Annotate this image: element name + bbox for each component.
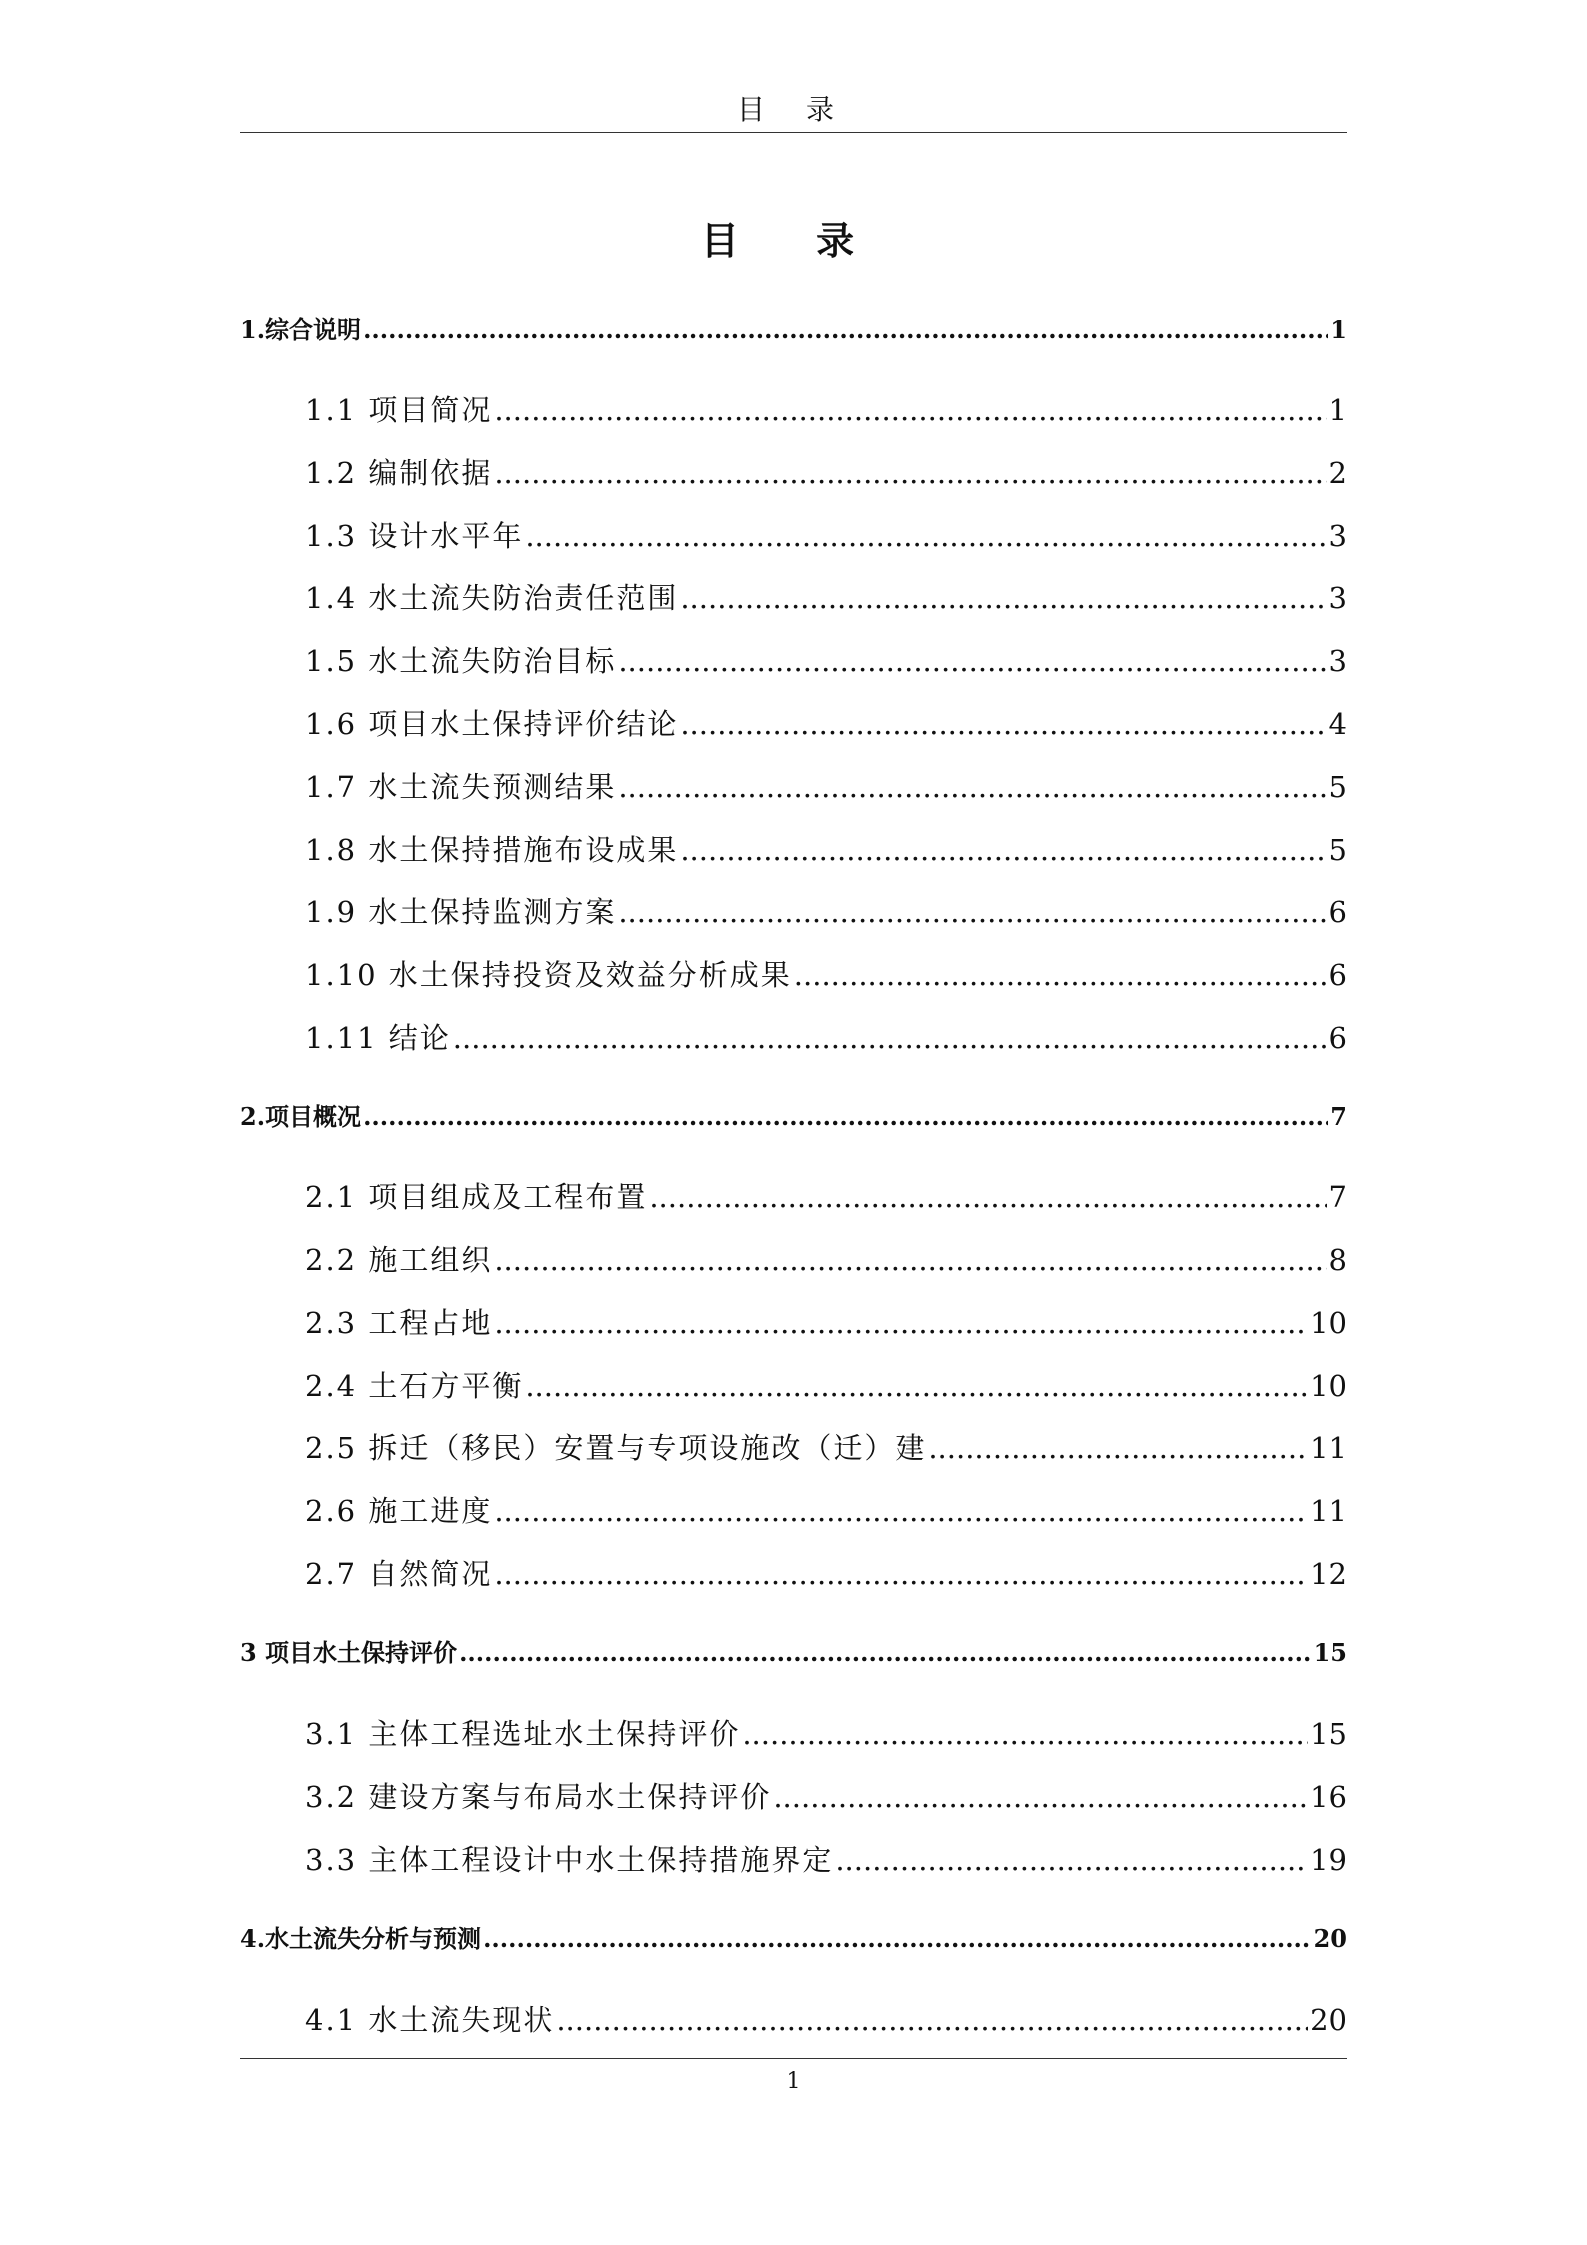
toc-entry-title: 3.1 主体工程选址水土保持评价 xyxy=(305,1717,741,1751)
toc-page-number: 7 xyxy=(1330,1102,1347,1131)
toc-entry-title: 2.5 拆迁（移民）安置与专项设施改（迁）建 xyxy=(305,1431,927,1465)
toc-section-entry[interactable] xyxy=(240,1998,1347,2039)
toc-page-number: 3 xyxy=(1328,644,1347,678)
toc-section-entry[interactable] xyxy=(240,388,1347,429)
toc-entry-title: 1.3 设计水平年 xyxy=(305,519,524,553)
toc-page-number: 2 xyxy=(1328,456,1347,490)
toc-page-number: 1 xyxy=(1330,315,1347,344)
toc-entry-title: 1.7 水土流失预测结果 xyxy=(305,770,617,804)
toc-entry-title: 3.3 主体工程设计中水土保持措施界定 xyxy=(305,1843,834,1877)
toc-entry-title: 1.8 水土保持措施布设成果 xyxy=(305,833,679,867)
toc-entry-title: 1.4 水土流失防治责任范围 xyxy=(305,581,679,615)
toc-page-number: 20 xyxy=(1313,1924,1347,1953)
toc-entry-title: 2.6 施工进度 xyxy=(305,1494,493,1528)
toc-entry-title: 3 项目水土保持评价 xyxy=(240,1638,458,1667)
toc-entry-title: 2.4 土石方平衡 xyxy=(305,1369,524,1403)
toc-dot-leader xyxy=(459,1638,1312,1667)
toc-section-entry[interactable] xyxy=(240,514,1347,555)
toc-section-entry[interactable] xyxy=(240,1552,1347,1593)
toc-dot-leader xyxy=(483,1924,1312,1953)
toc-section-entry[interactable] xyxy=(240,1301,1347,1342)
toc-dot-leader xyxy=(680,833,1326,867)
toc-entry-title: 1.1 项目简况 xyxy=(305,393,493,427)
toc-dot-leader xyxy=(618,895,1326,929)
toc-entry-title: 1.11 结论 xyxy=(305,1021,451,1055)
page-title: 目 录 xyxy=(700,218,887,263)
toc-dot-leader xyxy=(928,1431,1308,1465)
toc-dot-leader xyxy=(363,315,1328,344)
toc-page-number: 3 xyxy=(1328,519,1347,553)
toc-section-entry[interactable] xyxy=(240,576,1347,617)
toc-dot-leader xyxy=(618,770,1326,804)
toc-dot-leader xyxy=(494,1306,1308,1340)
toc-entry-title: 2.3 工程占地 xyxy=(305,1306,493,1340)
toc-dot-leader xyxy=(649,1180,1326,1214)
toc-entry-title: 4.水土流失分析与预测 xyxy=(240,1924,482,1953)
toc-page-number: 10 xyxy=(1310,1306,1347,1340)
toc-section-entry[interactable] xyxy=(240,890,1347,931)
toc-page-number: 12 xyxy=(1310,1557,1347,1591)
page-footer-number: 1 xyxy=(240,2058,1347,2094)
toc-dot-leader xyxy=(794,958,1327,992)
toc-dot-leader xyxy=(525,519,1326,553)
toc-entry-title: 1.2 编制依据 xyxy=(305,456,493,490)
toc-chapter-entry[interactable] xyxy=(240,1097,1347,1132)
toc-page-number: 16 xyxy=(1310,1780,1347,1814)
toc-page-number: 5 xyxy=(1328,770,1347,804)
toc-dot-leader xyxy=(618,644,1326,678)
toc-dot-leader xyxy=(773,1780,1308,1814)
toc-page-number: 6 xyxy=(1328,958,1347,992)
toc-section-entry[interactable] xyxy=(240,639,1347,680)
toc-dot-leader xyxy=(494,456,1326,490)
toc-dot-leader xyxy=(742,1717,1308,1751)
toc-page-number: 4 xyxy=(1328,707,1347,741)
toc-section-entry[interactable] xyxy=(240,1426,1347,1467)
toc-section-entry[interactable] xyxy=(240,1016,1347,1057)
toc-dot-leader xyxy=(835,1843,1308,1877)
toc-page-number: 6 xyxy=(1328,1021,1347,1055)
toc-page-number: 15 xyxy=(1313,1638,1347,1667)
toc-section-entry[interactable] xyxy=(240,1775,1347,1816)
toc-page-number: 5 xyxy=(1328,833,1347,867)
toc-dot-leader xyxy=(525,1369,1308,1403)
toc-entry-title: 1.10 水土保持投资及效益分析成果 xyxy=(305,958,792,992)
toc-dot-leader xyxy=(363,1102,1328,1131)
toc-entry-title: 4.1 水土流失现状 xyxy=(305,2003,555,2037)
page-header: 目 录 xyxy=(240,88,1347,133)
toc-page-number: 10 xyxy=(1310,1369,1347,1403)
toc-dot-leader xyxy=(680,707,1326,741)
toc-entry-title: 2.7 自然简况 xyxy=(305,1557,493,1591)
toc-entry-title: 1.5 水土流失防治目标 xyxy=(305,644,617,678)
toc-section-entry[interactable] xyxy=(240,1364,1347,1405)
toc-page-number: 11 xyxy=(1310,1431,1347,1465)
toc-page-number: 19 xyxy=(1310,1843,1347,1877)
toc-dot-leader xyxy=(494,393,1326,427)
toc-entry-title: 3.2 建设方案与布局水土保持评价 xyxy=(305,1780,772,1814)
toc-page-number: 20 xyxy=(1310,2003,1347,2037)
toc-page-number: 11 xyxy=(1310,1494,1347,1528)
toc-section-entry[interactable] xyxy=(240,765,1347,806)
toc-entry-title: 2.项目概况 xyxy=(240,1102,362,1131)
toc-page-number: 6 xyxy=(1328,895,1347,929)
toc-dot-leader xyxy=(453,1021,1327,1055)
toc-entry-title: 1.9 水土保持监测方案 xyxy=(305,895,617,929)
toc-page-number: 3 xyxy=(1328,581,1347,615)
toc-section-entry[interactable] xyxy=(240,1838,1347,1879)
toc-page-number: 15 xyxy=(1310,1717,1347,1751)
toc-section-entry[interactable] xyxy=(240,1175,1347,1216)
toc-entry-title: 1.6 项目水土保持评价结论 xyxy=(305,707,679,741)
toc-page-number: 1 xyxy=(1328,393,1347,427)
toc-chapter-entry[interactable] xyxy=(240,1633,1347,1668)
toc-section-entry[interactable] xyxy=(240,828,1347,869)
toc-chapter-entry[interactable] xyxy=(240,1919,1347,1954)
toc-dot-leader xyxy=(556,2003,1308,2037)
toc-dot-leader xyxy=(494,1557,1308,1591)
toc-dot-leader xyxy=(680,581,1326,615)
toc-chapter-entry[interactable] xyxy=(240,310,1347,345)
toc-dot-leader xyxy=(494,1243,1326,1277)
toc-page-number: 7 xyxy=(1328,1180,1347,1214)
toc-section-entry[interactable] xyxy=(240,1489,1347,1530)
toc-section-entry[interactable] xyxy=(240,702,1347,743)
toc-section-entry[interactable] xyxy=(240,451,1347,492)
toc-dot-leader xyxy=(494,1494,1308,1528)
toc-entry-title: 1.综合说明 xyxy=(240,315,362,344)
toc-section-entry[interactable] xyxy=(240,1712,1347,1753)
toc-entry-title: 2.1 项目组成及工程布置 xyxy=(305,1180,648,1214)
toc-section-entry[interactable] xyxy=(240,1238,1347,1279)
toc-section-entry[interactable] xyxy=(240,953,1347,994)
toc-entry-title: 2.2 施工组织 xyxy=(305,1243,493,1277)
toc-page-number: 8 xyxy=(1328,1243,1347,1277)
